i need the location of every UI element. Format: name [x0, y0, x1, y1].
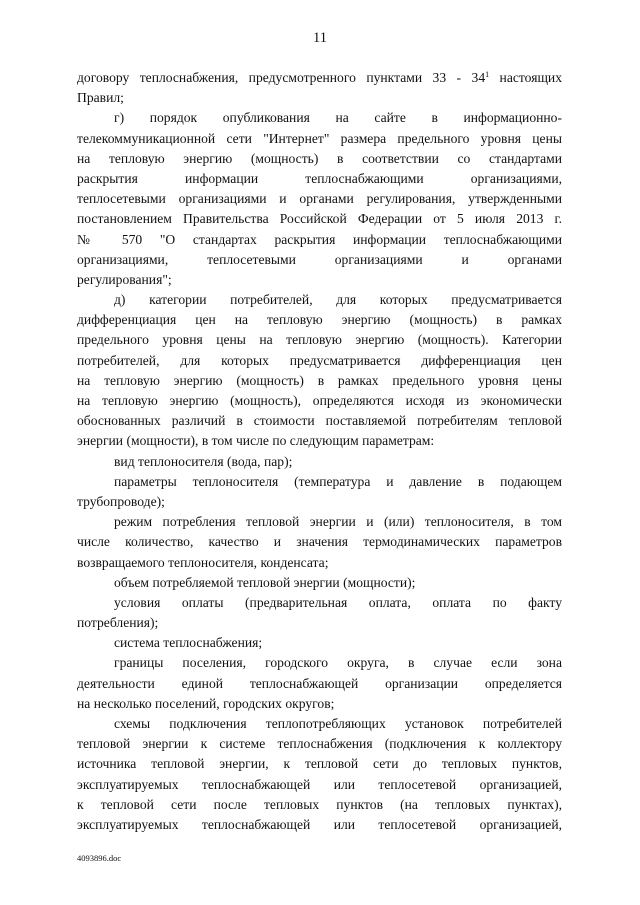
text-line [77, 330, 562, 350]
text-run: постановлением Правительства Российской Федерации от 5 июля 2013 г. [77, 211, 562, 227]
text-run: параметры теплоносителя (температура и давление в подающем [114, 473, 562, 489]
text-line [77, 431, 562, 451]
text-line [77, 411, 562, 431]
text-line [77, 452, 562, 472]
text-run: организациями, теплосетевыми организациями и органами [77, 251, 562, 267]
text-run: теплосетевыми организациями и органами регулирования, утвержденными [77, 191, 562, 207]
text-line [77, 613, 562, 633]
text-line [77, 795, 562, 815]
text-line [77, 189, 562, 209]
paragraph [77, 68, 562, 108]
paragraph [77, 714, 562, 835]
text-line [77, 734, 562, 754]
text-line [77, 815, 562, 835]
text-line [77, 512, 562, 532]
text-line [77, 532, 562, 552]
text-line [77, 775, 562, 795]
text-run: № 570 "О стандартах раскрытия информации теплоснабжающими [77, 231, 562, 247]
text-run: возвращаемого теплоносителя, конденсата; [77, 554, 329, 570]
text-line [77, 169, 562, 189]
paragraph [77, 653, 562, 714]
document-body [77, 68, 562, 835]
paragraph [77, 452, 562, 472]
text-run: эксплуатируемых теплоснабжающей или теплосетевой организацией, [77, 776, 562, 792]
text-run: договору теплоснабжения, предусмотренного пунктами 33 - 34 [77, 70, 486, 85]
text-line [77, 270, 562, 290]
text-run: предельного уровня цены на тепловую энергию (мощность). Категории [77, 332, 562, 348]
text-run: система теплоснабжения; [114, 635, 263, 651]
text-run: телекоммуникационной сети "Интернет" размера предельного уровня цены [77, 130, 562, 146]
text-run: вид теплоносителя (вода, пар); [114, 453, 293, 469]
text-line [77, 754, 562, 774]
text-line [77, 492, 562, 512]
text-line [77, 108, 562, 128]
text-line [77, 290, 562, 310]
text-line [77, 230, 562, 250]
text-run: режим потребления тепловой энергии и (или) теплоносителя, в том [114, 514, 562, 530]
paragraph [77, 633, 562, 653]
text-line [77, 714, 562, 734]
text-run: трубопроводе); [77, 493, 165, 509]
paragraph [77, 573, 562, 593]
text-run: к тепловой сети после тепловых пунктов (на тепловых пунктах), [77, 796, 562, 812]
file-name-footer: 4093896.doc [77, 853, 122, 863]
text-line [77, 351, 562, 371]
text-line [77, 593, 562, 613]
text-run: потребления); [77, 615, 159, 631]
text-line [77, 149, 562, 169]
text-line [77, 250, 562, 270]
text-run: на несколько поселений, городских округов; [77, 695, 335, 711]
text-run: энергии (мощности), в том числе по следующим параметрам: [77, 433, 435, 449]
text-run: потребителей, для которых предусматривается дифференциация цен [77, 352, 562, 368]
text-line [77, 209, 562, 229]
text-run: на тепловую энергию (мощность) в рамках предельного уровня цены [77, 372, 562, 388]
text-run: границы поселения, городского округа, в случае если зона [114, 655, 562, 671]
text-line [77, 88, 562, 108]
paragraph [77, 290, 562, 452]
text-run: настоящих [489, 70, 562, 85]
text-run: регулирования"; [77, 271, 172, 287]
text-run: г) порядок опубликования на сайте в информационно- [114, 110, 562, 126]
text-run: на тепловую энергию (мощность) в соответствии со стандартами [77, 150, 562, 166]
text-run: эксплуатируемых теплоснабжающей или теплосетевой организацией, [77, 816, 562, 832]
text-run: объем потребляемой тепловой энергии (мощности); [114, 574, 416, 590]
text-run: условия оплаты (предварительная оплата, оплата по факту [114, 594, 562, 610]
superscript: 1 [485, 70, 490, 79]
text-line [77, 310, 562, 330]
text-line [77, 573, 562, 593]
page-number: 11 [313, 30, 327, 46]
text-line [77, 553, 562, 573]
text-run: числе количество, качество и значения термодинамических параметров [77, 534, 562, 550]
text-line [77, 674, 562, 694]
text-line [77, 371, 562, 391]
paragraph [77, 512, 562, 573]
text-run: схемы подключения теплопотребляющих установок потребителей [114, 716, 562, 731]
text-run: деятельности единой теплоснабжающей организации определяется [77, 675, 562, 691]
text-run: раскрытия информации теплоснабжающими организациями, [77, 170, 562, 186]
text-run: тепловой энергии к системе теплоснабжения (подключения к коллектору [77, 736, 562, 752]
text-line [77, 391, 562, 411]
text-line [77, 472, 562, 492]
text-line [77, 653, 562, 673]
text-line [77, 694, 562, 714]
text-run: обоснованных различий в стоимости поставляемой потребителям тепловой [77, 413, 562, 429]
text-run: дифференциация цен на тепловую энергию (мощность) в рамках [77, 312, 562, 328]
paragraph [77, 472, 562, 512]
text-line [77, 68, 562, 88]
text-run: д) категории потребителей, для которых предусматривается [114, 292, 562, 308]
text-run: Правил; [77, 90, 124, 106]
text-run: источника тепловой энергии, к тепловой сети до тепловых пунктов, [77, 756, 562, 772]
text-line [77, 129, 562, 149]
text-run: на тепловую энергию (мощность), определяются исходя из экономически [77, 393, 562, 408]
paragraph [77, 593, 562, 633]
paragraph [77, 108, 562, 290]
text-line [77, 633, 562, 653]
